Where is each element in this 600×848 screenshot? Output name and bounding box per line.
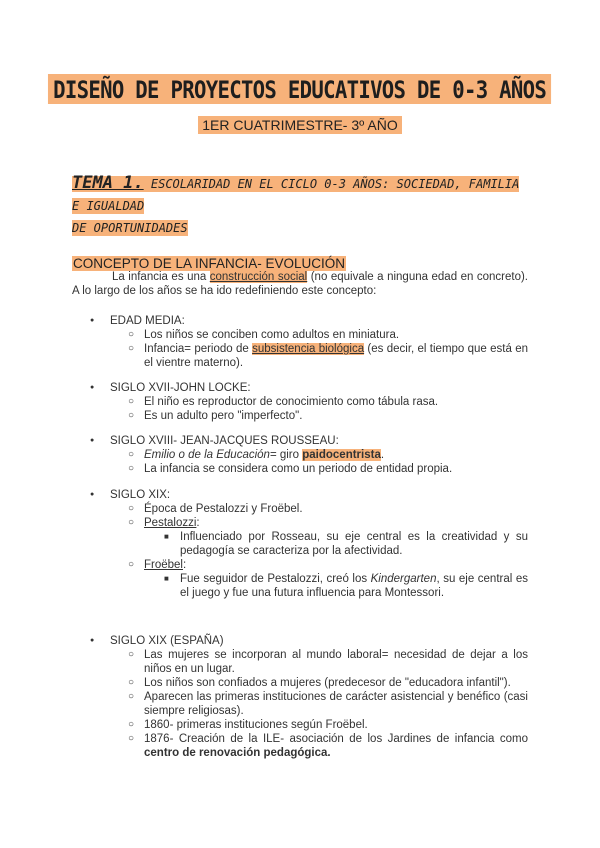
froebel-after: , su eje central es el juego y fue una futura influencia para Montessori. [180,573,528,599]
locke-heading: ● SIGLO XVII-JOHN LOCKE: [90,381,528,395]
froebel-colon: : [183,559,187,571]
section-locke [90,381,528,423]
xix-froebel [90,558,528,572]
espana-item-1: ○ Las mujeres se incorporan al mundo laboral= necesidad de dejar a los niños en un lugar. [90,648,528,676]
edad-media-item-1: ○ Los niños se conciben como adultos en miniatura. [90,328,528,342]
espana-item-3: ○ Aparecen las primeras instituciones de carácter asistencial y benéfico (casi siempre religiosas). [90,690,528,718]
froebel-text [90,572,528,600]
rousseau-item-1-mid: = giro [269,449,303,461]
espana-heading: ● SIGLO XIX (ESPAÑA) [90,634,528,648]
rousseau-item-1-end: . [380,449,385,461]
froebel-before: Fue seguidor de Pestalozzi, creó los [180,573,371,585]
edad-media-item-2 [90,342,528,370]
concept-heading: CONCEPTO DE LA INFANCIA- EVOLUCIÓN [73,256,346,271]
intro-before: La infancia es una [112,271,210,283]
intro-after: (no equivale a ninguna edad en concreto). A lo largo de los años se ha ido redefiniendo este concepto: [72,271,529,297]
edad-media-item-2-before: Infancia= periodo de [144,343,253,355]
rousseau-highlight: paidocentrista [302,449,381,461]
section-rousseau [90,434,528,476]
espana-item-2: ○ Los niños son confiados a mujeres (predecesor de "educadora infantil"). [90,676,528,690]
subtitle-container [0,116,600,135]
pestalozzi-colon: : [196,517,200,529]
rousseau-item-2: ○ La infancia se considera como un periodo de entidad propia. [90,462,528,476]
section-xix [90,488,528,600]
pestalozzi-text: ■ Influenciado por Rosseau, su eje central es la creatividad y su pedagogía se caracteriza por la afectividad. [90,530,528,558]
espana-item-5-bold: centro de renovación pedagógica. [144,747,331,759]
rousseau-book: Emilio o de la Educación [144,449,270,461]
tema-title-line2: DE OPORTUNIDADES [72,221,188,235]
edad-media-heading: ● EDAD MEDIA: [90,314,528,328]
section-espana [90,634,528,760]
xix-heading: ● SIGLO XIX: [90,488,528,502]
rousseau-heading: ● SIGLO XVIII- JEAN-JACQUES ROUSSEAU: [90,434,528,448]
title-container [0,74,600,104]
espana-item-5 [90,732,528,760]
tema-heading [72,172,532,239]
edad-media-item-2-highlight: subsistencia biológica [252,343,365,355]
document-subtitle: 1ER CUATRIMESTRE- 3º AÑO [198,116,401,134]
locke-item-2: ○ Es un adulto pero "imperfecto". [90,409,528,423]
xix-item-1: ○ Época de Pestalozzi y Froëbel. [90,502,528,516]
document-title: DISEÑO DE PROYECTOS EDUCATIVOS DE 0-3 AÑOS [48,74,551,104]
xix-pestalozzi [90,516,528,530]
tema-lead: TEMA 1. [72,173,144,193]
tema-title-line1: ESCOLARIDAD EN EL CICLO 0-3 AÑOS: SOCIEDAD, FAMILIA E IGUALDAD [72,177,520,213]
intro-paragraph [72,270,528,298]
rousseau-item-1 [90,448,528,462]
pestalozzi-label: Pestalozzi [144,517,197,529]
locke-item-1: ○ El niño es reproductor de conocimiento como tábula rasa. [90,395,528,409]
froebel-label: Froëbel [144,559,183,571]
edad-media-item-2-after: (es decir, el tiempo que está en el vientre materno). [144,343,528,369]
intro-highlight: construcción social [209,271,308,283]
espana-item-4: ○ 1860- primeras instituciones según Froëbel. [90,718,528,732]
section-edad-media [90,314,528,370]
espana-item-5-text: 1876- Creación de la ILE- asociación de los Jardines de infancia como [144,733,528,745]
froebel-kindergarten: Kindergarten [370,573,437,585]
